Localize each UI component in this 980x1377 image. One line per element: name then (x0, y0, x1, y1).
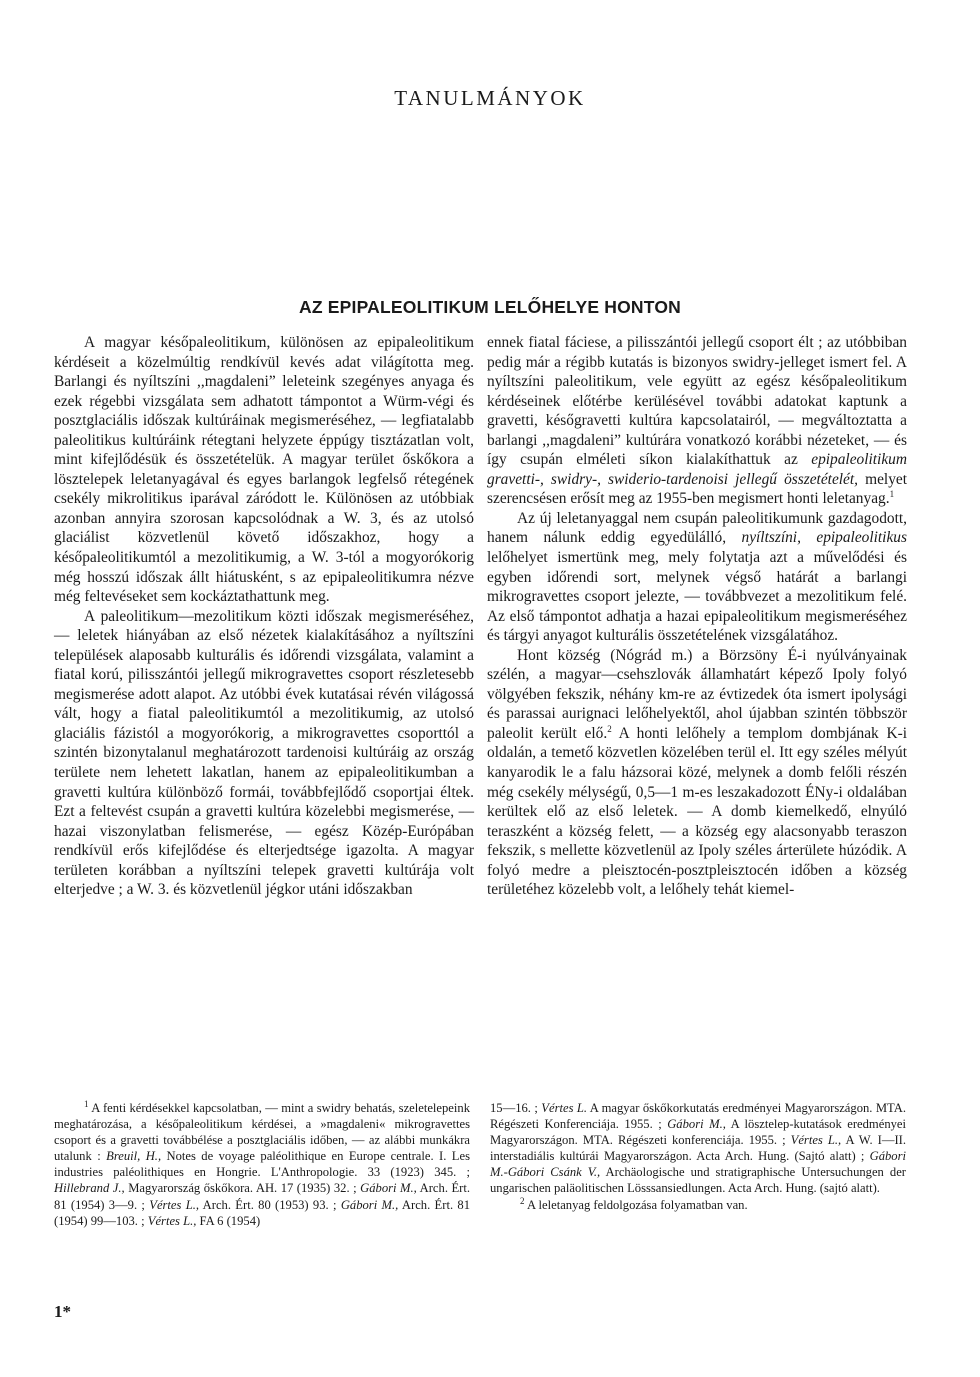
footnote-text: A lösztelep-kutatások eredményei Magyarországon. MTA. Régészeti konferenciája. 1955. ; (490, 1117, 906, 1148)
author-name: Vértes L., (790, 1133, 842, 1148)
footnote-text: A magyar őskőkorkutatás eredményei Magyarországon. MTA. Régészeti Konferenciája. 1955. ; (490, 1101, 906, 1132)
text-run: melyet szerencsésen erősít meg az 1955-ben megismert honti leletanyag. (487, 470, 907, 508)
footnote (54, 1100, 470, 1229)
italic-text: nyíltszíni, epipaleolitikus (741, 529, 907, 547)
author-name: Hillebrand J., (54, 1181, 125, 1196)
text-run: A honti lelőhely a templom dombjának K-i oldalán, a temető közvetlen közelében terül el. Itt egy széles mélyút kanyarodik le a falu házsorai közé, melynek a domb felőli részén még csekély mélységű, 0,5—1 m-es leszakadozott ÉNy-i oldalában kerültek elő az első leletek. — A domb kiemelkedő, elnyúló teraszként a község felett, — a község egy alacsonyabb teraszon fekszik, s mellette közvetlenül az Ipoly széles árterülete húzódik. A folyó medre a pleisztocén-posztpleisztocén időben a község területéhez közelebb volt, a lelőhely tehát kiemel- (487, 724, 908, 899)
left-column (54, 333, 474, 900)
author-name: Gábori M., (667, 1117, 726, 1132)
author-name: Gábori M.-Gábori Csánk V., (490, 1149, 906, 1180)
author-name: Gábori M., (360, 1181, 417, 1196)
footnote-text: Arch. Ért. 80 (1953) 93. ; (202, 1197, 337, 1212)
running-head: TANULMÁNYOK (394, 86, 586, 110)
paragraph (487, 646, 907, 900)
author-name: Vértes L. (541, 1101, 588, 1115)
author-name: Gábori M., (340, 1197, 399, 1212)
text-run: lelőhelyet ismertünk meg, mely folytatja azt a művelődési és egyben időrendi sort, melynek végső határát a barlangi mikrogravettes csoport jelezte, — továbbvezet a mezolitikum felé. Az első támpontot adhatja a hazai epipaleolitikum megismeréséhez és tárgyi anyagot kulturális összetételének vizsgálatához. (487, 549, 907, 645)
footnote-number: 2 (520, 1195, 525, 1206)
paragraph (487, 333, 907, 509)
footnote-text: FA 6 (1954) (199, 1213, 261, 1228)
footnote (490, 1100, 906, 1197)
signature-mark: 1* (54, 1302, 71, 1321)
footnotes-left (54, 1100, 470, 1229)
footnote (490, 1197, 906, 1213)
italic-text: epipaleolitikum gravetti-, swidry-, swiderio-tardenoisi jellegű összetételét, (487, 451, 907, 488)
text-run: Az új leletanyaggal nem csupán paleolitikumunk gazdagodott, hanem nálunk eddig egyedülálló, (487, 509, 907, 547)
article-title: AZ EPIPALEOLITIKUM LELŐHELYE HONTON (299, 297, 681, 317)
footnote-ref[interactable]: 2 (607, 723, 612, 734)
footnote-text: Magyarország őskőkora. AH. 17 (1935) 32. ; (128, 1181, 357, 1196)
author-name: Breuil, H., (106, 1149, 162, 1164)
footnote-text: A leletanyag feldolgozása folyamatban van. (526, 1197, 748, 1212)
footnote-text: Notes de voyage paléolithique en Europe centrale. I. Les industries paléolithiques en Hongrie. L'Anthropologie. 33 (1923) 345. ; (54, 1149, 470, 1180)
author-name: Vértes L., (149, 1197, 200, 1212)
footnote-text: Archäologische und stratigraphische Untersuchungen der ungarischen paläolitischen Lösssansiedlungen. Acta Arch. Hung. (sajtó alatt). (490, 1165, 906, 1196)
footnote-text: Arch. Ért. 81 (1954) 99—103. ; (54, 1197, 470, 1228)
footnotes-right (490, 1100, 906, 1213)
footnote-text: A W. I—II. interstadiális kultúrái Magyarországon. Acta Arch. Hung. (Sajtó alatt) ; (490, 1133, 906, 1164)
footnote-number: 1 (84, 1098, 89, 1109)
footnote-ref[interactable]: 1 (889, 489, 895, 500)
text-run: Hont község (Nógrád m.) a Börzsöny É-i nyúlványainak szélén, a magyar—csehszlovák államhatárt képező Ipoly folyó völgyében fekszik, néhány km-re az évtizedek óta ismert ipolysági és parassai aurignaci lelőhelyektől, ahol újabban szintén többször paleolit került elő. (487, 646, 907, 742)
footnote-text: A fenti kérdésekkel kapcsolatban, — mint a swidry behatás, szeletelepeink meghatározása, a későpaleolitikum kérdései, a »magdaleni« mikrogravettes csoport és a gravetti továbbélése a posztglaciális időben, — az alábbi munkákra utalunk : (54, 1101, 470, 1164)
author-name: Vértes L., (147, 1213, 197, 1228)
right-column (487, 333, 907, 900)
text-run: ennek fiatal fáciese, a pilisszántói jellegű csoport élt ; az utóbbiban pedig már a régibb kutatás is bizonyos swidry-jelleget ismert fel. A nyíltszíni paleolitikum, vele együtt az egész későpaleolitikum kérdéseinek előtérbe kerülésével további adatokat kaptunk a gravetti, későgravetti kultúra kapcsolatairól, — megváltoztatta a barlangi ,,magdaleni” kultúrára vonatkozó korábbi nézeteket, — és így csupán elméleti síkon kialakíthattuk az (487, 334, 907, 469)
paragraph: A magyar későpaleolitikum, különösen az epipaleolitikum kérdéseit a közelmúltig rendkívül kevés adat világította meg. Barlangi és nyíltszíni ,,magdaleni” leleteink szegényes anyaga és ezek régebbi vizsgálata sem adhatott támpontot a Würm-végi és posztglaciális időszak kultúráinak megismeréséhez, — legfiatalabb paleolitikus kultúráink rétegtani helyzete éppúgy tisztázatlan volt, mint kifejlődésük és összetételük. A magyar terület őskőkora a lösztelepek leletanyagával és egyes barlangok legfelső rétegének csekély mikrolitikus iparával záródott le. Különösen az utóbbiak azonban annyira szorosan kapcsolódnak a W. 3, és az utolsó glaciálist közvetlenül követő időszakhoz, hogy a későpaleolitikumtól a mezolitikumig, a W. 3-tól a mogyorókorig még hosszú időszak állt hiátusként, s az epipaleolitikumra nézve még feltevéseket sem kockáztathattunk meg. (54, 334, 474, 606)
footnote-text: Arch. Ért. 81 (1954) 3—9. ; (54, 1181, 471, 1212)
paragraph: A paleolitikum—mezolitikum közti időszak megismeréséhez, — leletek hiányában az első nézetek kialakításához a nyíltszíni települések alaposabb kulturális és időrendi vizsgálata, valamint a fiatal korú, pilisszántói jellegű mikrogravettes csoport részletesebb megismerése adott alapot. Az utóbbi évek kutatásai révén világossá vált, hogy a fiatal paleolitikumtól a mezolitikumig, az utolsó glaciális fázistól a mogyorókorig, a mikrogravettes csoporttól a szintén bizonytalanul meghatározott tardenoisi kultúráig az ország területe nem lehetett lakatlan, hanem az epipaleolitikumban a gravetti kultúra különböző formái, továbbfejlődő csoportjai éltek. Ezt a feltevést csupán a gravetti kultúra közelebbi megismerése, — hazai viszonylatban felismerése, — egész Közép-Európában rendkívül erős kifejlődése és elterjedtsége igazolta. A magyar területen korábban a nyíltszíni telepek gravetti kultúrája volt elterjedve ; a W. 3. és közvetlenül jégkor utáni időszakban (54, 607, 474, 899)
paragraph (487, 509, 907, 646)
footnote-text: 15—16. ; (490, 1101, 538, 1115)
